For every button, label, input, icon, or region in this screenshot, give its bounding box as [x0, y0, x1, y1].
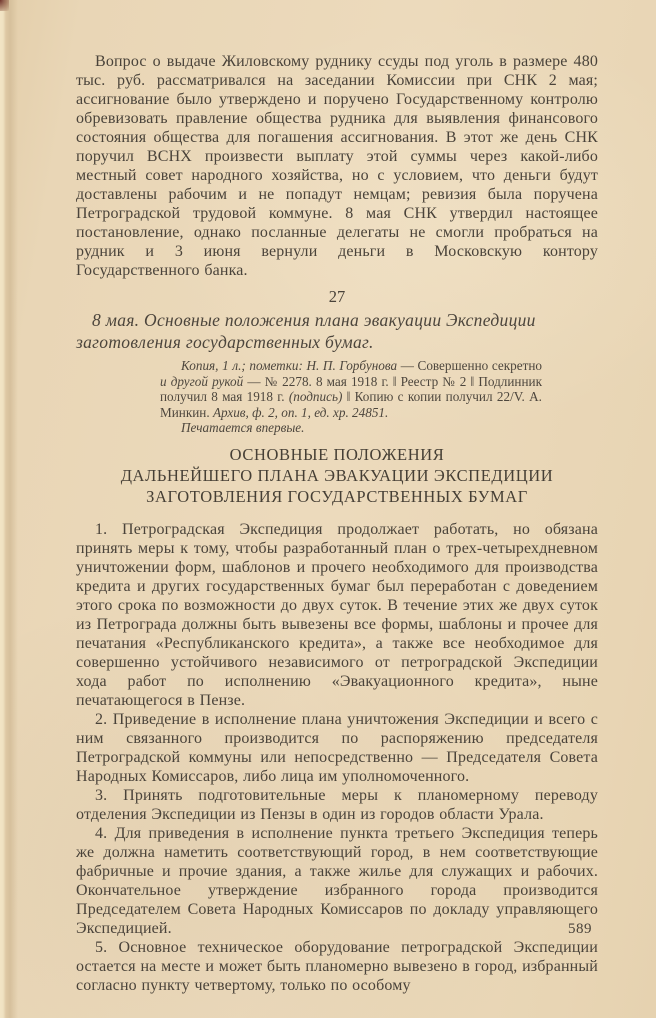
- legend-segment-register: — № 2278. 8 мая 1918 г. ‖ Реестр № 2 ‖ Подлинник получил 8 мая 1918 г.: [160, 373, 542, 404]
- heading-line-3: ЗАГОТОВЛЕНИЯ ГОСУДАРСТВЕННЫХ БУМАГ: [146, 486, 528, 506]
- document-heading: [76, 444, 598, 507]
- document-number: 27: [328, 287, 346, 306]
- archival-legend: [160, 358, 542, 436]
- body-paragraph-2: 2. Приведение в исполнение плана уничтожения Экспедиции и всего с ним связанного производится по распоряжению председателя Петроградской коммуны или непосредственно — Председателя Совета Народных Комиссаров, либо лица им уполномоченного.: [76, 710, 598, 785]
- heading-line-1: ОСНОВНЫЕ ПОЛОЖЕНИЯ: [229, 444, 445, 464]
- page-content: [76, 52, 598, 995]
- legend-text: [160, 358, 542, 420]
- page-binding-shadow: [0, 0, 18, 1018]
- body-paragraph-4: 4. Для приведения в исполнение пункта третьего Экспедиция теперь же должна наметить соответствующий город, в нем соответствующие фабричные и прочие здания, а также жилье для служащих и рабочих. Окончательное утверждение избранного города производится Председателем Совета Народных Комиссаров по докладу управляющего Экспедицией.: [76, 824, 598, 937]
- corner-stain: [0, 0, 9, 11]
- legend-segment-archive-ref: Архив, ф. 2, оп. 1, ед. хр. 24851.: [212, 404, 389, 420]
- heading-line-2: ДАЛЬНЕЙШЕГО ПЛАНА ЭВАКУАЦИИ ЭКСПЕДИЦИИ: [120, 465, 554, 485]
- page-number: 589: [568, 921, 592, 937]
- body-paragraph-1: 1. Петроградская Экспедиция продолжает работать, но обязана принять меры к тому, чтобы разработанный план о трех-четырехдневном уничтожении форм, шаблонов и прочего необходимого для производства кредита и других государственных бумаг был переработан с доведением этого срока по возможности до двух суток. В течение этих же двух суток из Петрограда должны быть вывезены все формы, шаблоны и прочее для печатания «Республиканского кредита», а также все необходимое для совершенно устойчивого независимого от петроградской Экспедиции хода работ по исполнению «Эвакуационного кредита», ныне печатающегося в Пензе.: [76, 520, 598, 709]
- intro-paragraph: Вопрос о выдаче Жиловскому руднику ссуды под уголь в размере 480 тыс. руб. рассматривался на заседании Комиссии при СНК 2 мая; ассигнование было утверждено и поручено Государственному контролю обревизовать правление общества рудника для выявления финансового состояния общества для погашения ассигнования. В этот же день СНК поручил ВСНХ произвести выплату этой суммы через какой-либо местный совет народного хозяйства, но с условием, что деньги будут доставлены рабочим и не попадут немцам; ревизия была поручена Петроградской трудовой коммуне. 8 мая СНК утвердил настоящее постановление, однако посланные делегаты не смогли пробраться на рудник и 3 июня вернули деньги в Московскую контору Государственного банка.: [76, 53, 598, 279]
- body-paragraph-3: 3. Принять подготовительные меры к планомерному переводу отделения Экспедиции из Пензы в один из городов области Урала.: [76, 786, 598, 823]
- document-title: 8 мая. Основные положения плана эвакуации Экспедиции заготовления государственных бумаг.: [76, 310, 536, 352]
- legend-segment-top-secret: — Совершенно секретно: [400, 358, 542, 373]
- legend-segment-other-hand: и другой рукой: [160, 373, 248, 389]
- legend-segment-copy-notes: Копия, 1 л.; пометки: Н. П. Горбунова: [181, 358, 401, 373]
- document-body: [76, 520, 598, 995]
- first-published-note: Печатается впервые.: [181, 420, 305, 435]
- legend-segment-signature: (подпись): [288, 389, 343, 404]
- body-paragraph-5: 5. Основное техническое оборудование петроградской Экспедиции остается на месте и может быть планомерно вывезено в город, избранный согласно пункту четвертому, только по особому: [76, 938, 598, 994]
- legend-segment-copy-received: ‖ Копию с копии получил 22/V. А. Минкин.: [160, 389, 542, 420]
